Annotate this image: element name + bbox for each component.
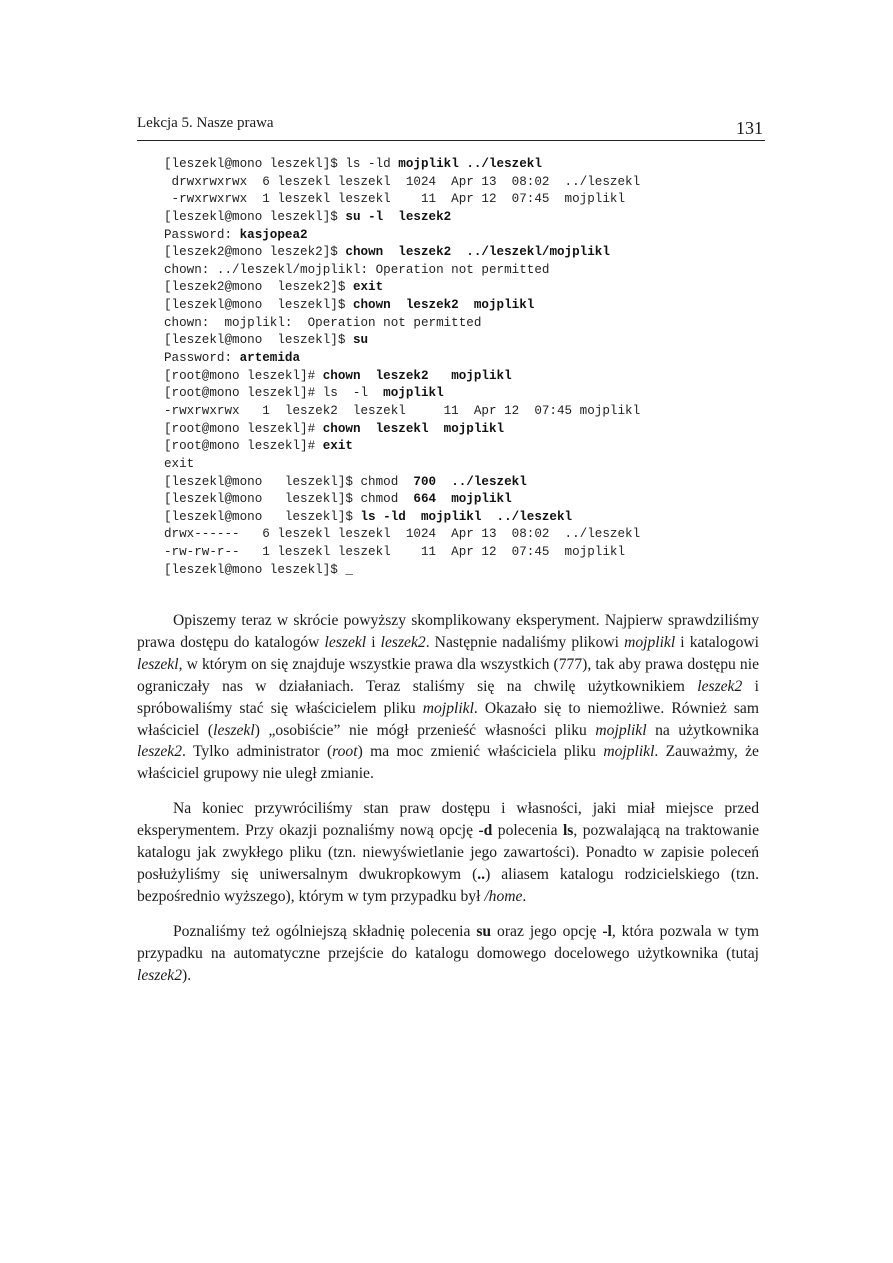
terminal-line bbox=[164, 350, 774, 368]
typed-command: chown leszek2 mojplikl bbox=[322, 368, 512, 383]
text-run: , w którym on się znajduje wszystkie prawa dla wszystkich (777), tak aby prawa dostępu nie ograniczały nas w działaniach. Teraz staliśmy się na chwilę użytkownikiem bbox=[137, 655, 759, 695]
terminal-line bbox=[164, 562, 774, 580]
typed-command: exit bbox=[322, 439, 353, 454]
text-run: Opiszemy teraz w skrócie powyższy skomplikowany eksperyment. Najpierw sprawdziliśmy prawa dostępu do katalogów bbox=[137, 612, 759, 651]
terminal-line bbox=[164, 456, 774, 474]
bold-term: .. bbox=[477, 865, 486, 883]
typed-command: 700 ../leszekl bbox=[413, 474, 527, 489]
terminal-output: [leszekl@mono leszekl]$ bbox=[164, 333, 353, 348]
terminal-line bbox=[164, 421, 774, 439]
terminal-output: -rwxrwxrwx 1 leszekl leszekl 11 Apr 12 07:45 mojplikl bbox=[164, 192, 626, 207]
text-run: Na koniec przywróciliśmy stan praw dostępu i własności, jaki miał miejsce przed eksperymentem. Przy okazji poznaliśmy nową opcję bbox=[137, 800, 759, 840]
terminal-listing bbox=[164, 156, 774, 579]
text-run: na użytkownika bbox=[646, 721, 759, 739]
terminal-line bbox=[164, 174, 774, 192]
terminal-line bbox=[164, 262, 774, 280]
paragraph bbox=[137, 921, 759, 987]
italic-term: leszek2 bbox=[697, 677, 743, 695]
terminal-line bbox=[164, 227, 774, 245]
terminal-line bbox=[164, 403, 774, 421]
text-run: . Tylko administrator ( bbox=[182, 743, 333, 761]
text-run: ) aliasem katalogu rodzicielskiego (tzn. bezpośrednio wyższego), którym w tym przypadku był bbox=[137, 865, 759, 905]
terminal-output: chown: ../leszekl/mojplikl: Operation not permitted bbox=[164, 262, 550, 277]
bold-term: su bbox=[476, 922, 492, 940]
terminal-line bbox=[164, 509, 774, 527]
typed-command: kasjopea2 bbox=[239, 227, 308, 242]
terminal-output: Password: bbox=[164, 351, 240, 366]
typed-command: ls -ld mojplikl ../leszekl bbox=[360, 509, 573, 524]
terminal-output: [root@mono leszekl]# bbox=[164, 421, 323, 436]
text-run: , która pozwala w tym przypadku na automatyczne przejście do katalogu domowego docelowego użytkownika (tutaj bbox=[137, 922, 759, 962]
bold-term: -l bbox=[602, 922, 612, 940]
italic-term: leszek2 bbox=[137, 743, 183, 761]
paragraph bbox=[137, 798, 759, 908]
text-run: . Zauważmy, że właściciel grupowy nie uległ zmianie. bbox=[137, 743, 759, 783]
typed-command: mojplikl bbox=[383, 386, 444, 401]
text-run: ). bbox=[182, 966, 192, 984]
text-run: , pozwalającą na traktowanie katalogu jak zwykłego pliku (tzn. niewyświetlanie jego zawartości). Ponadto w zapisie poleceń posłużyliśmy się uniwersalnym dwukropkowym ( bbox=[137, 822, 759, 883]
terminal-output: drwx------ 6 leszekl leszekl 1024 Apr 13 08:02 ../leszekl bbox=[164, 527, 641, 542]
terminal-line bbox=[164, 491, 774, 509]
bold-term: ls bbox=[562, 822, 574, 840]
terminal-output: Password: bbox=[164, 227, 240, 242]
bold-term: -d bbox=[478, 822, 493, 840]
terminal-line bbox=[164, 332, 774, 350]
terminal-line bbox=[164, 297, 774, 315]
italic-term: mojplikl bbox=[603, 743, 655, 761]
terminal-output: [root@mono leszekl]# bbox=[164, 439, 323, 454]
terminal-output: [root@mono leszekl]# bbox=[164, 368, 323, 383]
text-run: . Następnie nadaliśmy plikowi bbox=[425, 633, 625, 651]
typed-command: chown leszekl mojplikl bbox=[322, 421, 505, 436]
running-header bbox=[137, 112, 765, 141]
terminal-line bbox=[164, 368, 774, 386]
terminal-line bbox=[164, 244, 774, 262]
italic-term: leszekl bbox=[213, 721, 255, 739]
terminal-output: [leszekl@mono leszekl]$ bbox=[164, 209, 346, 224]
terminal-output: [root@mono leszekl]# ls -l bbox=[164, 386, 384, 401]
text-run: oraz jego opcję bbox=[491, 922, 603, 940]
typed-command: chown leszek2 mojplikl bbox=[352, 298, 535, 313]
text-run: . bbox=[522, 887, 527, 905]
terminal-line bbox=[164, 279, 774, 297]
terminal-line bbox=[164, 385, 774, 403]
text-run: polecenia bbox=[492, 822, 563, 840]
text-run: ) „osobiście” nie mógł przenieść własności pliku bbox=[254, 721, 596, 739]
terminal-output: chown: mojplikl: Operation not permitted bbox=[164, 315, 482, 330]
typed-command: exit bbox=[352, 280, 384, 295]
terminal-output: [leszekl@mono leszekl]$ bbox=[164, 509, 361, 524]
terminal-line bbox=[164, 474, 774, 492]
terminal-line bbox=[164, 315, 774, 333]
terminal-output: -rwxrwxrwx 1 leszek2 leszekl 11 Apr 12 07:45 mojplikl bbox=[164, 403, 641, 418]
terminal-output: [leszekl@mono leszekl]$ chmod bbox=[164, 474, 414, 489]
page-number: 131 bbox=[736, 118, 763, 138]
italic-term: leszekl bbox=[137, 655, 179, 673]
terminal-line bbox=[164, 526, 774, 544]
typed-command: artemida bbox=[239, 351, 301, 366]
text-run: . Okazało się to niemożliwe. Również sam właściciel ( bbox=[137, 699, 759, 739]
typed-command: mojplikl ../leszekl bbox=[398, 157, 542, 171]
typed-command: su -l leszek2 bbox=[345, 209, 452, 224]
terminal-output: drwxrwxrwx 6 leszekl leszekl 1024 Apr 13 08:02 ../leszekl bbox=[164, 174, 641, 189]
terminal-line bbox=[164, 191, 774, 209]
terminal-output: [leszek2@mono leszek2]$ bbox=[164, 280, 353, 295]
italic-term: leszek2 bbox=[137, 966, 183, 984]
chapter-title: Lekcja 5. Nasze prawa bbox=[137, 115, 274, 131]
terminal-output: [leszekl@mono leszekl]$ bbox=[164, 298, 353, 313]
text-run: Poznaliśmy też ogólniejszą składnię polecenia bbox=[173, 922, 477, 940]
terminal-line bbox=[164, 209, 774, 227]
text-run: i katalogowi bbox=[675, 633, 760, 651]
terminal-output: -rw-rw-r-- 1 leszekl leszekl 11 Apr 12 07:45 mojplikl bbox=[164, 545, 626, 560]
text-run: ) ma moc zmienić właściciela pliku bbox=[357, 743, 604, 761]
italic-term: /home bbox=[484, 887, 523, 905]
terminal-output: [leszekl@mono leszekl]$ ls -ld bbox=[164, 157, 399, 171]
italic-term: leszek2 bbox=[380, 633, 426, 651]
terminal-output: [leszekl@mono leszekl]$ chmod bbox=[164, 492, 414, 507]
italic-term: mojplikl bbox=[595, 721, 647, 739]
typed-command: chown leszek2 ../leszekl/mojplikl bbox=[345, 245, 610, 260]
typed-command: 664 mojplikl bbox=[413, 492, 512, 507]
italic-term: mojplikl bbox=[422, 699, 474, 717]
text-run: i spróbowaliśmy stać się właścicielem pliku bbox=[137, 677, 759, 717]
body-text bbox=[137, 610, 759, 1000]
italic-term: root bbox=[332, 743, 358, 761]
paragraph bbox=[137, 610, 759, 785]
terminal-output: exit bbox=[164, 456, 195, 471]
terminal-line bbox=[164, 544, 774, 562]
typed-command: su bbox=[352, 333, 369, 348]
terminal-output: [leszek2@mono leszek2]$ bbox=[164, 245, 346, 260]
terminal-line bbox=[164, 156, 774, 174]
italic-term: mojplikl bbox=[624, 633, 676, 651]
italic-term: leszekl bbox=[324, 633, 367, 651]
text-run: i bbox=[366, 633, 381, 651]
terminal-output: [leszekl@mono leszekl]$ _ bbox=[164, 562, 353, 577]
terminal-line bbox=[164, 438, 774, 456]
